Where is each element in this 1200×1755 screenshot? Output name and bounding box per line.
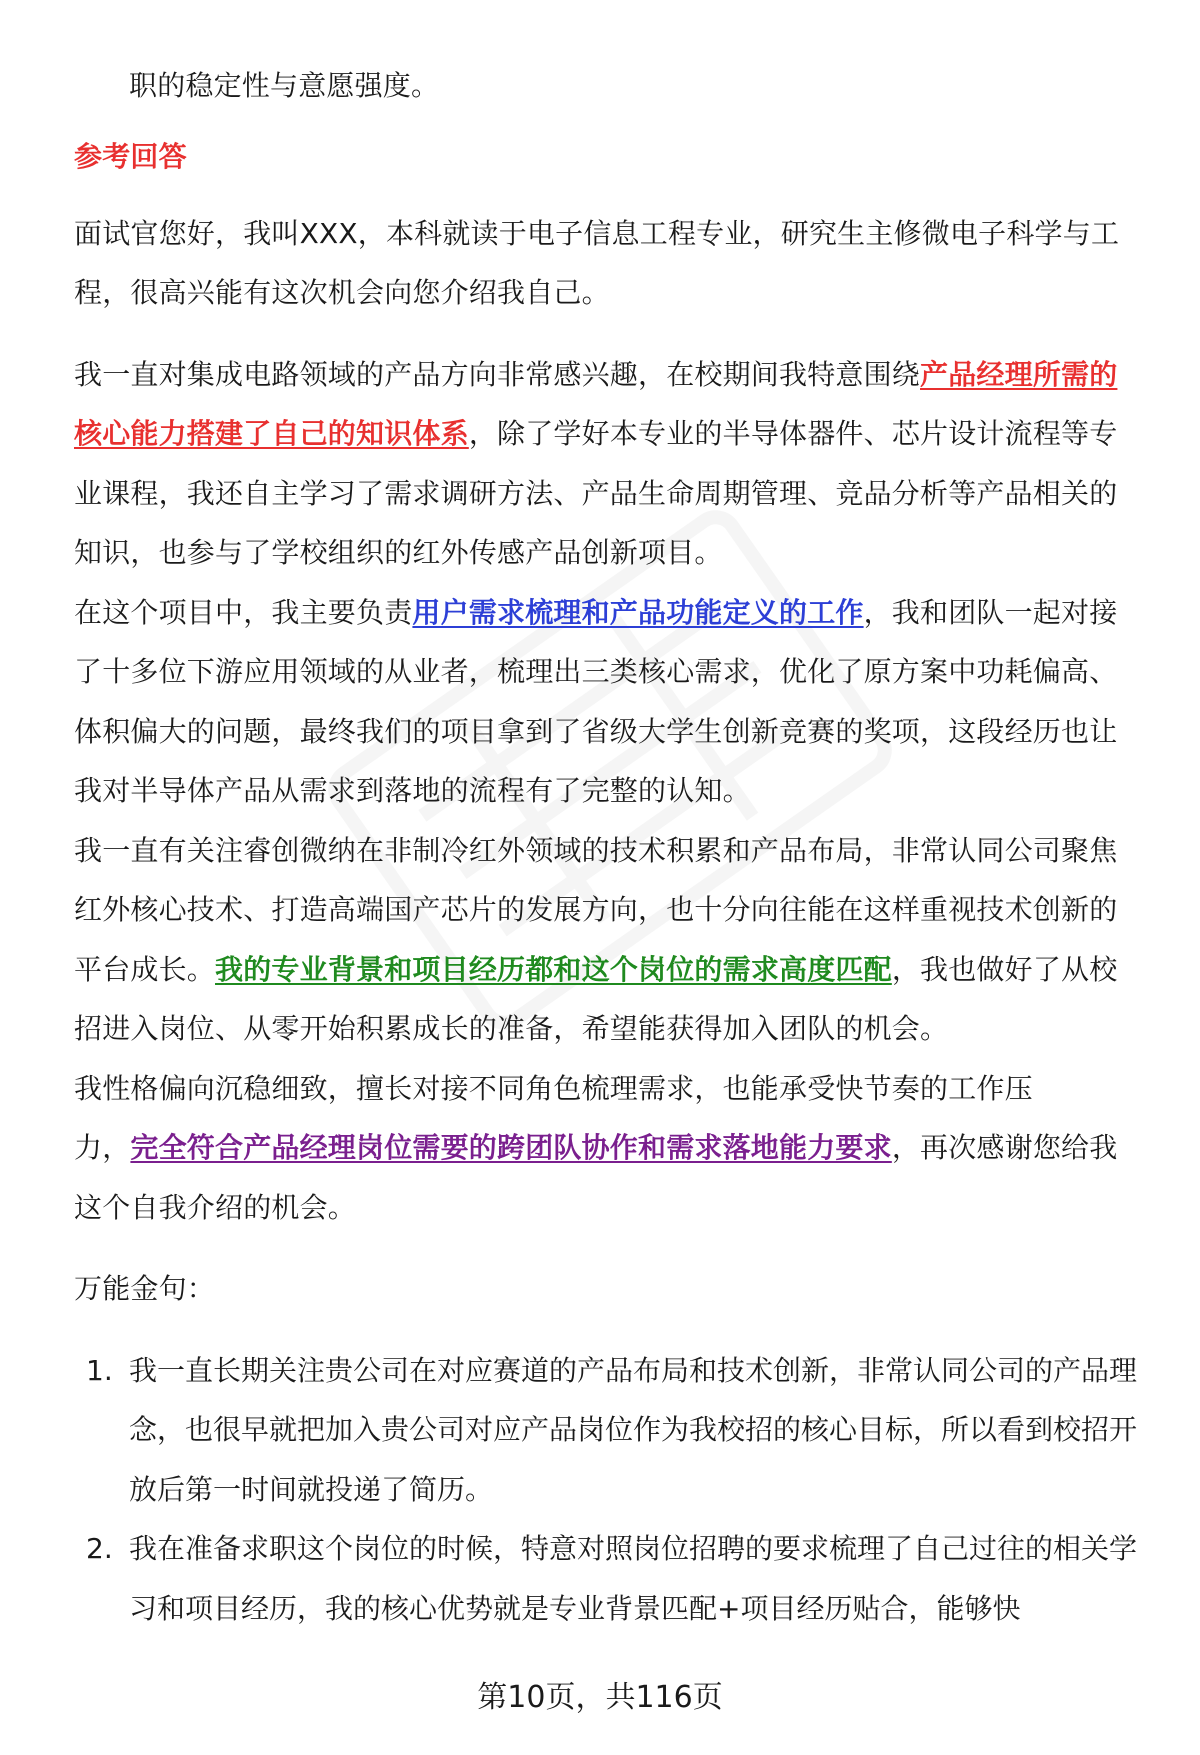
- paragraph-personality-line1: 我性格偏向沉稳细致，擅长对接不同角色梳理需求，也能承受快节奏的工作压: [74, 1071, 1033, 1105]
- reference-answer-heading: 参考回答: [74, 139, 187, 173]
- list-item-number: 2.: [86, 1532, 113, 1565]
- paragraph-company-after: ，我也做好了从校招进入岗位、从零开始积累成长的准备，希望能获得加入团队的机会。: [74, 952, 1118, 1045]
- paragraph-knowledge-before: 我一直对集成电路领域的产品方向非常感兴趣，在校期间我特意围绕: [74, 357, 921, 391]
- list-item-text: 我在准备求职这个岗位的时候，特意对照岗位招聘的要求梳理了自己过往的相关学习和项目经历，我的核心优势就是专业背景匹配+项目经历贴合，能够快: [129, 1532, 1138, 1625]
- highlight-purple-text: 完全符合产品经理岗位需要的跨团队协作和需求落地能力要求: [130, 1131, 892, 1164]
- paragraph-knowledge-after: ，除了学好本专业的半导体器件、芯片设计流程等专业课程，我还自主学习了需求调研方法、产品生命周期管理、竞品分析等产品相关的知识，也参与了学校组织的红外传感产品创新项目。: [74, 417, 1118, 569]
- list-item: [74, 1519, 1144, 1638]
- list-item: [74, 1341, 1144, 1520]
- paragraph-company: [74, 821, 1144, 1059]
- paragraph-project-before: 在这个项目中，我主要负责: [74, 595, 413, 629]
- continuation-text: 职的稳定性与意愿强度。: [129, 69, 440, 102]
- document-content: [74, 56, 1144, 1638]
- paragraph-project: [74, 583, 1144, 821]
- list-item-text: 我一直长期关注贵公司在对应赛道的产品布局和技术创新，非常认同公司的产品理念，也很早就把加入贵公司对应产品岗位作为我校招的核心目标，所以看到校招开放后第一时间就投递了简历。: [129, 1353, 1138, 1506]
- paragraph-knowledge: [74, 345, 1144, 583]
- paragraph-personality: [74, 1059, 1144, 1238]
- golden-sentences-list: [74, 1341, 1144, 1639]
- list-item-number: 1.: [86, 1353, 113, 1387]
- paragraph-personality-after: ，再次感谢您给我这个自我介绍的机会。: [74, 1131, 1118, 1224]
- paragraph-personality-before: 力，: [74, 1131, 131, 1164]
- page-number-footer: 第10页，共116页: [477, 1680, 723, 1715]
- highlight-blue-text: 用户需求梳理和产品功能定义的工作: [412, 595, 864, 629]
- paragraph-project-after: ，我和团队一起对接了十多位下游应用领域的从业者，梳理出三类核心需求，优化了原方案中功耗偏高、体积偏大的问题，最终我们的项目拿到了省级大学生创新竞赛的奖项，这段经历也让我对半导体产品从需求到落地的流程有了完整的认知。: [74, 595, 1118, 807]
- golden-sentences-label: 万能金句：: [74, 1272, 216, 1305]
- paragraph-company-before: 我一直有关注睿创微纳在非制冷红外领域的技术积累和产品布局，非常认同公司聚焦红外核心技术、打造高端国产芯片的发展方向，也十分向往能在这样重视技术创新的平台成长。: [74, 833, 1118, 986]
- paragraph-intro: 面试官您好，我叫XXX，本科就读于电子信息工程专业，研究生主修微电子科学与工程，很高兴能有这次机会向您介绍我自己。: [74, 216, 1120, 309]
- highlight-green-text: 我的专业背景和项目经历都和这个岗位的需求高度匹配: [215, 952, 892, 986]
- highlight-red-text: 产品经理所需的核心能力搭建了自己的知识体系: [74, 357, 1118, 450]
